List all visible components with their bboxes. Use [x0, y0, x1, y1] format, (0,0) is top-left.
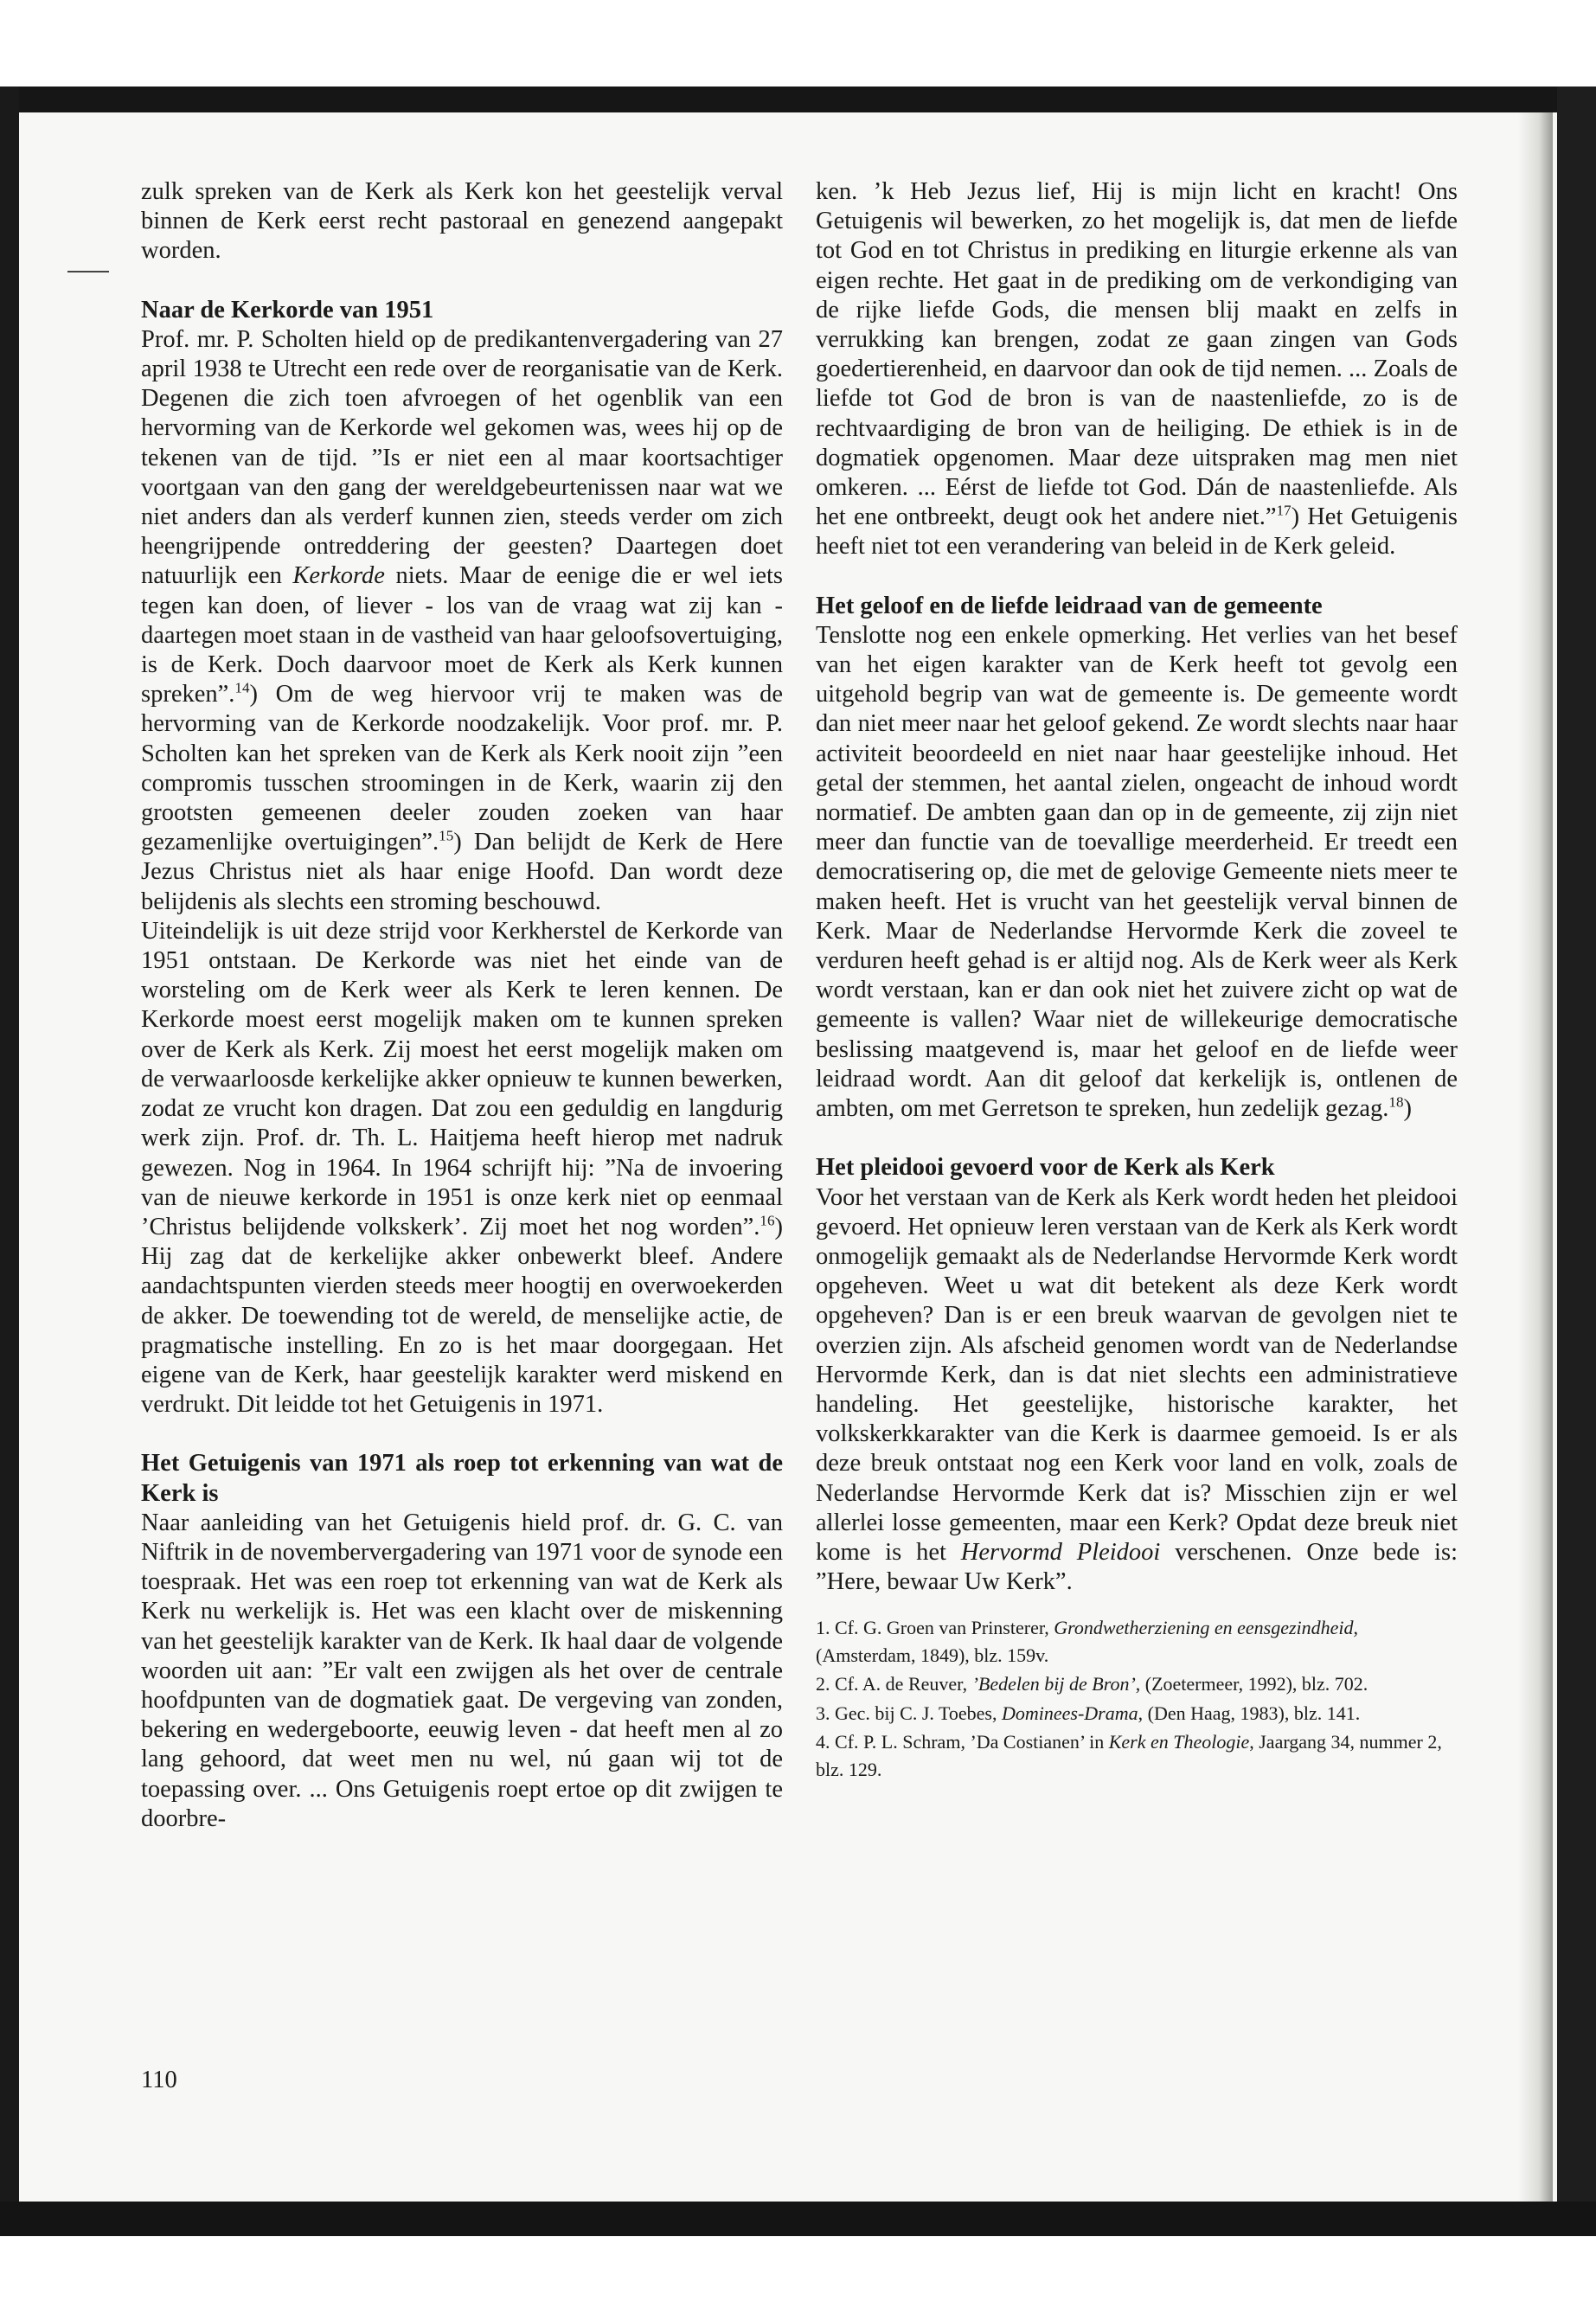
scan-border-right [1557, 87, 1596, 2214]
footnote-ref-18: 18 [1388, 1093, 1404, 1111]
margin-mark [67, 271, 109, 272]
footnote-1: 1. Cf. G. Groen van Prinsterer, Grondwetherziening en eensgezindheid, (Amsterdam, 1849), blz. 159v. [816, 1617, 1359, 1666]
footnote-3: 3. Gec. bij C. J. Toebes, Dominees-Drama, (Den Haag, 1983), blz. 141. [816, 1702, 1361, 1724]
footnotes [816, 1614, 1458, 1783]
heading-pleidooi: Het pleidooi gevoerd voor de Kerk als Kerk [816, 1154, 1275, 1182]
footnote-ref-16: 16 [760, 1212, 775, 1229]
page-number: 110 [141, 2067, 177, 2093]
footnote-4: 4. Cf. P. L. Schram, ’Da Costianen’ in Kerk en Theologie, Jaargang 34, nummer 2, blz. 129. [816, 1731, 1442, 1780]
paragraph-van-niftrik: Naar aanleiding van het Getuigenis hield prof. dr. G. C. van Niftrik in de novembervergadering van 1971 voor de synode een toespraak. Het was een roep tot erkenning van wat de Kerk als Kerk nu werkelijk is. Het was een klacht over de miskenning van het geestelijk karakter van de Kerk. Ik haal daar de volgende woorden uit aan: ”Er valt een zwijgen als het over de centrale hoofdpunten van de dogmatiek gaat. De vergeving van zonden, bekering en wedergeboorte, eeuwig leven - dat heeft men al zo lang gehoord, dat weet men nu wel, nú gaan wij tot de toepassing over. ... Ons Getuigenis roept ertoe op dit zwijgen te doorbre- [141, 1509, 783, 1832]
heading-kerkorde-1951: Naar de Kerkorde van 1951 [141, 296, 434, 324]
right-column [816, 177, 1458, 1785]
left-column [141, 177, 783, 1834]
footnote-ref-17: 17 [1276, 502, 1292, 519]
footnote-ref-14: 14 [234, 679, 250, 696]
paragraph-gemeente: Tenslotte nog een enkele opmerking. Het verlies van het besef van het eigen karakter van de Kerk heeft tot gevolg een uitgehold begrip van wat de gemeente is. De gemeente wordt dan niet meer naar het geloof gekend. Ze wordt slechts naar haar activiteit beoordeeld en niet naar haar geestelijke inhoud. Het getal der stemmen, het aantal zielen, ongeacht de inhoud wordt normatief. De ambten gaan dan op in de gemeente, zij zijn niet meer dan functie van de toevallige meerderheid. Er treedt een democratisering op, die met de gelovige Gemeente niets meer te maken heeft. Het is vrucht van het geestelijk verval binnen de Kerk. Maar de Nederlandse Hervormde Kerk die zoveel te verduren heeft gehad is er altijd nog. Als de Kerk weer als Kerk wordt verstaan, kan er dan ook niet het zuivere zicht op wat de gemeente is vallen? Waar niet de willekeurige democratische beslissing maatgevend is, maar het geloof en de liefde weer leidraad wordt. Aan dit geloof dat kerkelijk is, ontlenen de ambten, om met Gerretson te spreken, hun zedelijk gezag.$^{18}$) [816, 621, 1458, 1123]
scan-border-left [0, 87, 19, 2214]
footnote-2: 2. Cf. A. de Reuver, ’Bedelen bij de Bron’, (Zoetermeer, 1992), blz. 702. [816, 1673, 1368, 1695]
scan-border-top [0, 87, 1596, 112]
paragraph-pleidooi: Voor het verstaan van de Kerk als Kerk wordt heden het pleidooi gevoerd. Het opnieuw leren verstaan van de Kerk als Kerk wordt onmogelijk gemaakt als de Nederlandse Hervormde Kerk wordt opgeheven. Weet u wat dit betekent als deze Kerk wordt opgeheven? Dan is er een breuk waarvan de gevolgen niet te overzien zijn. Als afscheid genomen wordt van de Nederlandse Hervormde Kerk, dan is dat niet slechts een administratieve handeling. Het geestelijke, historische karakter, het volkskerkkarakter van die Kerk is daarmee gemoeid. Is er als deze breuk ontstaat nog een Kerk voor land en volk, zoals de Nederlandse Hervormde Kerk dat is? Misschien zijn er wel allerlei losse gemeenten, maar een Kerk? Opdat deze breuk niet kome is het Hervormd Pleidooi verschenen. Onze bede is: ”Here, bewaar Uw Kerk”. [816, 1183, 1458, 1596]
heading-geloof-en-liefde: Het geloof en de liefde leidraad van de gemeente [816, 592, 1323, 619]
paragraph-continuation: ken. ’k Heb Jezus lief, Hij is mijn licht en kracht! Ons Getuigenis wil bewerken, zo het mogelijk is, dat men de liefde tot God en tot Christus in prediking en liturgie erkenne als van eigen rechte. Het gaat in de prediking om de verkondiging van de rijke liefde Gods, die mensen blij maakt en zelfs in verrukking kan brengen, zodat ze gaan zingen van Gods goedertierenheid, en daarvoor dan ook de tijd nemen. ... Zoals de liefde tot God de bron is van de naastenliefde, zo is de rechtvaardiging de bron van de heiliging. De ethiek is in de dogmatiek opgenomen. Maar deze uitspraken mag men niet omkeren. ... Eérst de liefde tot God. Dán de naastenliefde. Als het ene ontbreekt, deugt ook het andere niet.”$^{17}$) Het Getuigenis heeft niet tot een verandering van beleid in de Kerk geleid. [816, 178, 1458, 561]
page-binding-edge [1518, 112, 1553, 2202]
heading-getuigenis-1971: Het Getuigenis van 1971 als roep tot erkenning van wat de Kerk is [141, 1450, 783, 1507]
paragraph-kerkherstel: Uiteindelijk is uit deze strijd voor Kerkherstel de Kerkorde van 1951 ontstaan. De Kerkorde was niet het einde van de worsteling om de Kerk weer als Kerk te leren kennen. De Kerkorde moest eerst mogelijk maken om te kunnen spreken over de Kerk als Kerk. Zij moest het eerst mogelijk maken om de verwaarloosde kerkelijke akker opnieuw te kunnen bewerken, zodat ze vrucht kon dragen. Dat zou een geduldig en langdurig werk zijn. Prof. dr. Th. L. Haitjema heeft hierop met nadruk gewezen. Nog in 1964. In 1964 schrijft hij: ”Na de invoering van de nieuwe kerkorde in 1951 is onze kerk niet op eenmaal ’Christus belijdende volkskerk’. Zij moet het nog worden”.$^{16}$) Hij zag dat de kerkelijke akker onbewerkt bleef. Andere aandachtspunten vierden steeds meer hoogtij en overwoekerden de akker. De toewending tot de wereld, de menselijke actie, de pragmatische instelling. En zo is het maar doorgegaan. Het eigene van de Kerk, haar geestelijk karakter werd miskend en verdrukt. Dit leidde tot het Getuigenis in 1971. [141, 917, 783, 1419]
intro-paragraph: zulk spreken van de Kerk als Kerk kon het geestelijk verval binnen de Kerk eerst recht pastoraal en genezend aangepakt worden. [141, 178, 783, 265]
footnote-ref-15: 15 [439, 827, 454, 844]
paragraph-scholten: Prof. mr. P. Scholten hield op de predikantenvergadering van 27 april 1938 te Utrecht een rede over de reorganisatie van de Kerk. Degenen die zich toen afvroegen of het ogenblik van een hervorming van de Kerkorde wel gekomen was, wees hij op de tekenen van de tijd. ”Is er niet een al maar koortsachtiger voortgaan van den gang der wereldgebeurtenissen naar wat we niet anders dan als verderf kunnen zien, steeds verder om zich heengrijpende ontreddering der geesten? Daartegen doet natuurlijk een Kerkorde niets. Maar de eenige die er wel iets tegen kan doen, of liever - los van de vraag wat zij kan - daartegen moet staan in de vastheid van haar geloofsovertuiging, is de Kerk. Doch daarvoor moet de Kerk als Kerk kunnen spreken”.$^{14}$) Om de weg hiervoor vrij te maken was de hervorming van de Kerkorde noodzakelijk. Voor prof. mr. P. Scholten kan het spreken van de Kerk als Kerk nooit zijn ”een compromis tusschen stroomingen in de Kerk, waarin zij den grootsten gemeenen deeler zouden zoeken van haar gezamenlijke overtuigingen”.$^{15}$) Dan belijdt de Kerk de Here Jezus Christus niet als haar enige Hoofd. Dan wordt deze belijdenis als slechts een stroming beschouwd. [141, 325, 783, 915]
scan-border-bottom [0, 2202, 1596, 2236]
